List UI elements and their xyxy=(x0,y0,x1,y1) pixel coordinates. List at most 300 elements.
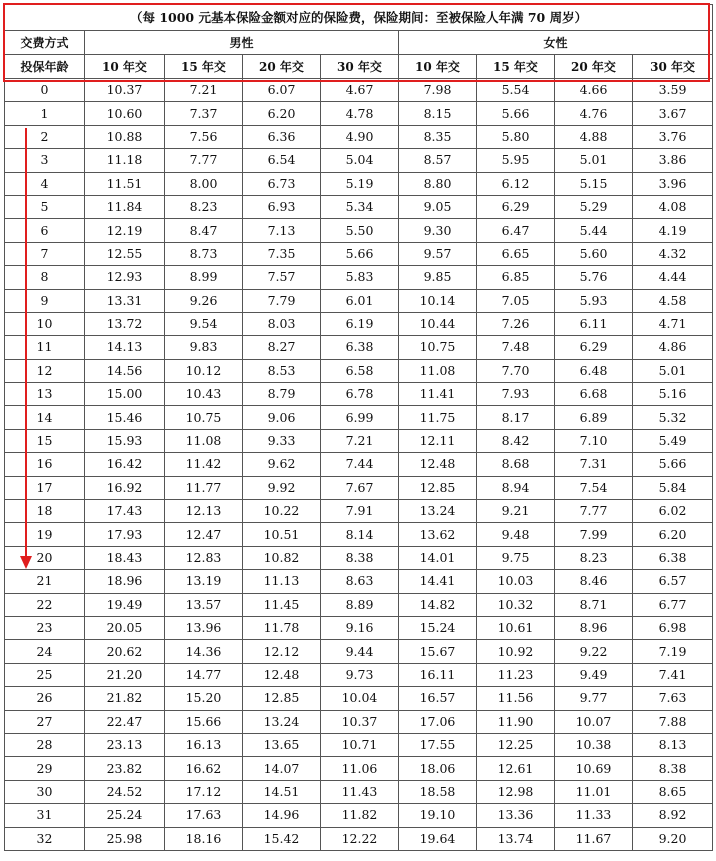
age-cell: 2 xyxy=(5,125,85,148)
premium-cell: 18.43 xyxy=(85,546,165,569)
premium-cell: 13.62 xyxy=(399,523,477,546)
age-cell: 11 xyxy=(5,336,85,359)
premium-cell: 15.93 xyxy=(85,429,165,452)
premium-cell: 9.54 xyxy=(165,312,243,335)
premium-cell: 11.84 xyxy=(85,195,165,218)
age-cell: 12 xyxy=(5,359,85,382)
premium-cell: 6.54 xyxy=(243,149,321,172)
premium-cell: 6.48 xyxy=(555,359,633,382)
premium-cell: 4.88 xyxy=(555,125,633,148)
premium-cell: 8.73 xyxy=(165,242,243,265)
premium-cell: 22.47 xyxy=(85,710,165,733)
premium-cell: 3.86 xyxy=(633,149,713,172)
premium-cell: 6.57 xyxy=(633,570,713,593)
premium-cell: 8.00 xyxy=(165,172,243,195)
premium-cell: 3.67 xyxy=(633,102,713,125)
premium-cell: 9.26 xyxy=(165,289,243,312)
table-row xyxy=(5,219,713,242)
premium-cell: 14.56 xyxy=(85,359,165,382)
premium-cell: 7.88 xyxy=(633,710,713,733)
premium-cell: 5.54 xyxy=(477,79,555,102)
female-header: 女性 xyxy=(399,31,713,55)
premium-cell: 9.73 xyxy=(321,663,399,686)
premium-cell: 5.83 xyxy=(321,266,399,289)
premium-cell: 10.03 xyxy=(477,570,555,593)
premium-cell: 9.22 xyxy=(555,640,633,663)
premium-cell: 14.13 xyxy=(85,336,165,359)
table-row xyxy=(5,757,713,780)
premium-cell: 7.77 xyxy=(555,500,633,523)
premium-cell: 8.42 xyxy=(477,429,555,452)
premium-cell: 9.05 xyxy=(399,195,477,218)
premium-cell: 12.93 xyxy=(85,266,165,289)
premium-cell: 13.72 xyxy=(85,312,165,335)
premium-cell: 15.66 xyxy=(165,710,243,733)
premium-cell: 13.24 xyxy=(399,500,477,523)
premium-cell: 8.71 xyxy=(555,593,633,616)
premium-cell: 10.43 xyxy=(165,383,243,406)
age-label: 投保年龄 xyxy=(5,55,85,79)
premium-cell: 6.36 xyxy=(243,125,321,148)
premium-cell: 4.90 xyxy=(321,125,399,148)
premium-cell: 7.37 xyxy=(165,102,243,125)
premium-cell: 17.06 xyxy=(399,710,477,733)
premium-cell: 9.30 xyxy=(399,219,477,242)
premium-cell: 9.20 xyxy=(633,827,713,850)
premium-cell: 14.51 xyxy=(243,780,321,803)
age-cell: 17 xyxy=(5,476,85,499)
premium-cell: 17.12 xyxy=(165,780,243,803)
premium-cell: 11.06 xyxy=(321,757,399,780)
table-row xyxy=(5,312,713,335)
premium-cell: 4.78 xyxy=(321,102,399,125)
term-header: 15 年交 xyxy=(477,55,555,79)
age-cell: 5 xyxy=(5,195,85,218)
premium-cell: 11.41 xyxy=(399,383,477,406)
premium-rate-table xyxy=(4,4,713,851)
term-header: 30 年交 xyxy=(321,55,399,79)
premium-cell: 9.92 xyxy=(243,476,321,499)
premium-cell: 7.70 xyxy=(477,359,555,382)
age-cell: 16 xyxy=(5,453,85,476)
age-cell: 4 xyxy=(5,172,85,195)
term-header: 15 年交 xyxy=(165,55,243,79)
premium-cell: 10.07 xyxy=(555,710,633,733)
premium-cell: 5.95 xyxy=(477,149,555,172)
premium-cell: 14.41 xyxy=(399,570,477,593)
table-row xyxy=(5,663,713,686)
age-cell: 1 xyxy=(5,102,85,125)
premium-cell: 11.51 xyxy=(85,172,165,195)
premium-cell: 7.05 xyxy=(477,289,555,312)
premium-cell: 8.79 xyxy=(243,383,321,406)
premium-cell: 14.77 xyxy=(165,663,243,686)
premium-cell: 8.03 xyxy=(243,312,321,335)
table-row xyxy=(5,476,713,499)
age-cell: 14 xyxy=(5,406,85,429)
table-row xyxy=(5,102,713,125)
premium-cell: 17.93 xyxy=(85,523,165,546)
premium-cell: 6.65 xyxy=(477,242,555,265)
age-cell: 25 xyxy=(5,663,85,686)
table-row xyxy=(5,195,713,218)
premium-cell: 6.78 xyxy=(321,383,399,406)
premium-cell: 3.76 xyxy=(633,125,713,148)
premium-cell: 3.96 xyxy=(633,172,713,195)
premium-cell: 10.22 xyxy=(243,500,321,523)
premium-cell: 8.89 xyxy=(321,593,399,616)
premium-cell: 15.42 xyxy=(243,827,321,850)
premium-cell: 12.83 xyxy=(165,546,243,569)
premium-cell: 12.85 xyxy=(243,687,321,710)
premium-cell: 16.11 xyxy=(399,663,477,686)
premium-cell: 12.22 xyxy=(321,827,399,850)
premium-cell: 12.13 xyxy=(165,500,243,523)
premium-cell: 7.98 xyxy=(399,79,477,102)
premium-cell: 7.99 xyxy=(555,523,633,546)
premium-cell: 14.01 xyxy=(399,546,477,569)
premium-cell: 24.52 xyxy=(85,780,165,803)
premium-cell: 10.04 xyxy=(321,687,399,710)
premium-cell: 6.29 xyxy=(477,195,555,218)
premium-cell: 16.57 xyxy=(399,687,477,710)
premium-cell: 9.16 xyxy=(321,616,399,639)
premium-cell: 8.15 xyxy=(399,102,477,125)
premium-cell: 7.26 xyxy=(477,312,555,335)
premium-cell: 6.89 xyxy=(555,406,633,429)
premium-cell: 6.20 xyxy=(633,523,713,546)
table-row xyxy=(5,570,713,593)
premium-cell: 8.35 xyxy=(399,125,477,148)
premium-cell: 25.98 xyxy=(85,827,165,850)
premium-cell: 15.46 xyxy=(85,406,165,429)
premium-cell: 11.13 xyxy=(243,570,321,593)
premium-cell: 8.80 xyxy=(399,172,477,195)
premium-cell: 11.08 xyxy=(399,359,477,382)
premium-cell: 8.38 xyxy=(633,757,713,780)
premium-cell: 16.13 xyxy=(165,733,243,756)
premium-cell: 8.94 xyxy=(477,476,555,499)
premium-cell: 5.01 xyxy=(555,149,633,172)
premium-cell: 5.19 xyxy=(321,172,399,195)
premium-cell: 11.45 xyxy=(243,593,321,616)
premium-cell: 6.12 xyxy=(477,172,555,195)
premium-cell: 16.92 xyxy=(85,476,165,499)
table-row xyxy=(5,546,713,569)
age-cell: 22 xyxy=(5,593,85,616)
premium-cell: 12.98 xyxy=(477,780,555,803)
premium-cell: 5.66 xyxy=(633,453,713,476)
premium-cell: 7.19 xyxy=(633,640,713,663)
premium-cell: 11.43 xyxy=(321,780,399,803)
age-cell: 24 xyxy=(5,640,85,663)
premium-cell: 10.75 xyxy=(399,336,477,359)
table-row xyxy=(5,172,713,195)
premium-cell: 9.57 xyxy=(399,242,477,265)
age-cell: 29 xyxy=(5,757,85,780)
premium-cell: 10.12 xyxy=(165,359,243,382)
table-row xyxy=(5,289,713,312)
premium-cell: 16.42 xyxy=(85,453,165,476)
premium-cell: 6.68 xyxy=(555,383,633,406)
premium-cell: 10.75 xyxy=(165,406,243,429)
age-cell: 26 xyxy=(5,687,85,710)
premium-cell: 13.96 xyxy=(165,616,243,639)
premium-cell: 5.93 xyxy=(555,289,633,312)
premium-cell: 13.36 xyxy=(477,804,555,827)
premium-cell: 15.00 xyxy=(85,383,165,406)
premium-cell: 6.01 xyxy=(321,289,399,312)
age-cell: 18 xyxy=(5,500,85,523)
male-header: 男性 xyxy=(85,31,399,55)
premium-cell: 17.43 xyxy=(85,500,165,523)
age-cell: 32 xyxy=(5,827,85,850)
age-cell: 21 xyxy=(5,570,85,593)
premium-cell: 10.60 xyxy=(85,102,165,125)
premium-cell: 9.33 xyxy=(243,429,321,452)
table-row xyxy=(5,429,713,452)
table-row xyxy=(5,359,713,382)
age-cell: 8 xyxy=(5,266,85,289)
premium-cell: 7.10 xyxy=(555,429,633,452)
premium-cell: 6.38 xyxy=(633,546,713,569)
premium-cell: 18.16 xyxy=(165,827,243,850)
premium-cell: 19.10 xyxy=(399,804,477,827)
premium-cell: 11.33 xyxy=(555,804,633,827)
premium-cell: 4.71 xyxy=(633,312,713,335)
premium-cell: 4.66 xyxy=(555,79,633,102)
premium-cell: 12.19 xyxy=(85,219,165,242)
premium-cell: 12.48 xyxy=(399,453,477,476)
age-cell: 0 xyxy=(5,79,85,102)
premium-cell: 10.32 xyxy=(477,593,555,616)
table-row xyxy=(5,687,713,710)
premium-cell: 11.23 xyxy=(477,663,555,686)
term-header: 20 年交 xyxy=(555,55,633,79)
premium-cell: 5.29 xyxy=(555,195,633,218)
premium-cell: 10.44 xyxy=(399,312,477,335)
premium-cell: 8.14 xyxy=(321,523,399,546)
premium-cell: 8.96 xyxy=(555,616,633,639)
premium-cell: 11.77 xyxy=(165,476,243,499)
premium-cell: 18.58 xyxy=(399,780,477,803)
premium-cell: 4.86 xyxy=(633,336,713,359)
age-cell: 28 xyxy=(5,733,85,756)
premium-cell: 5.15 xyxy=(555,172,633,195)
premium-cell: 12.61 xyxy=(477,757,555,780)
premium-cell: 18.96 xyxy=(85,570,165,593)
premium-cell: 12.25 xyxy=(477,733,555,756)
table-row xyxy=(5,336,713,359)
premium-cell: 10.88 xyxy=(85,125,165,148)
premium-cell: 8.63 xyxy=(321,570,399,593)
premium-cell: 5.49 xyxy=(633,429,713,452)
table-row xyxy=(5,266,713,289)
premium-cell: 7.31 xyxy=(555,453,633,476)
premium-cell: 7.56 xyxy=(165,125,243,148)
premium-cell: 9.44 xyxy=(321,640,399,663)
premium-cell: 6.77 xyxy=(633,593,713,616)
premium-cell: 6.07 xyxy=(243,79,321,102)
premium-cell: 8.13 xyxy=(633,733,713,756)
premium-cell: 6.85 xyxy=(477,266,555,289)
premium-cell: 12.12 xyxy=(243,640,321,663)
premium-cell: 10.61 xyxy=(477,616,555,639)
age-cell: 20 xyxy=(5,546,85,569)
premium-cell: 17.63 xyxy=(165,804,243,827)
premium-cell: 8.65 xyxy=(633,780,713,803)
table-row xyxy=(5,149,713,172)
premium-cell: 8.57 xyxy=(399,149,477,172)
age-cell: 3 xyxy=(5,149,85,172)
premium-cell: 7.21 xyxy=(321,429,399,452)
age-cell: 10 xyxy=(5,312,85,335)
premium-cell: 7.91 xyxy=(321,500,399,523)
premium-cell: 8.92 xyxy=(633,804,713,827)
age-cell: 6 xyxy=(5,219,85,242)
premium-cell: 13.57 xyxy=(165,593,243,616)
premium-cell: 5.01 xyxy=(633,359,713,382)
premium-cell: 18.06 xyxy=(399,757,477,780)
term-header: 30 年交 xyxy=(633,55,713,79)
premium-cell: 11.82 xyxy=(321,804,399,827)
premium-cell: 7.44 xyxy=(321,453,399,476)
premium-cell: 7.54 xyxy=(555,476,633,499)
premium-cell: 4.19 xyxy=(633,219,713,242)
premium-cell: 20.62 xyxy=(85,640,165,663)
premium-cell: 9.49 xyxy=(555,663,633,686)
table-row xyxy=(5,780,713,803)
premium-cell: 10.69 xyxy=(555,757,633,780)
table-row xyxy=(5,640,713,663)
premium-cell: 7.41 xyxy=(633,663,713,686)
table-row xyxy=(5,500,713,523)
table-row xyxy=(5,804,713,827)
premium-cell: 6.98 xyxy=(633,616,713,639)
premium-cell: 15.24 xyxy=(399,616,477,639)
premium-cell: 8.53 xyxy=(243,359,321,382)
premium-cell: 10.37 xyxy=(321,710,399,733)
premium-cell: 11.42 xyxy=(165,453,243,476)
premium-cell: 8.46 xyxy=(555,570,633,593)
premium-cell: 9.62 xyxy=(243,453,321,476)
premium-cell: 10.37 xyxy=(85,79,165,102)
age-arrow-line xyxy=(25,128,27,558)
premium-cell: 4.44 xyxy=(633,266,713,289)
age-cell: 9 xyxy=(5,289,85,312)
premium-cell: 8.23 xyxy=(165,195,243,218)
premium-cell: 17.55 xyxy=(399,733,477,756)
premium-cell: 14.96 xyxy=(243,804,321,827)
premium-cell: 7.35 xyxy=(243,242,321,265)
premium-cell: 6.93 xyxy=(243,195,321,218)
premium-cell: 15.20 xyxy=(165,687,243,710)
premium-cell: 7.77 xyxy=(165,149,243,172)
premium-cell: 7.93 xyxy=(477,383,555,406)
premium-cell: 10.14 xyxy=(399,289,477,312)
premium-cell: 8.38 xyxy=(321,546,399,569)
premium-cell: 4.67 xyxy=(321,79,399,102)
premium-cell: 7.79 xyxy=(243,289,321,312)
premium-cell: 12.85 xyxy=(399,476,477,499)
payment-method-label: 交费方式 xyxy=(5,31,85,55)
age-cell: 27 xyxy=(5,710,85,733)
premium-cell: 12.11 xyxy=(399,429,477,452)
age-arrow-head-icon xyxy=(20,556,32,569)
table-row xyxy=(5,406,713,429)
premium-cell: 13.19 xyxy=(165,570,243,593)
premium-cell: 23.13 xyxy=(85,733,165,756)
premium-cell: 4.32 xyxy=(633,242,713,265)
premium-cell: 6.19 xyxy=(321,312,399,335)
premium-cell: 12.47 xyxy=(165,523,243,546)
premium-cell: 10.38 xyxy=(555,733,633,756)
age-cell: 13 xyxy=(5,383,85,406)
premium-cell: 8.27 xyxy=(243,336,321,359)
premium-cell: 6.20 xyxy=(243,102,321,125)
premium-cell: 5.32 xyxy=(633,406,713,429)
age-cell: 19 xyxy=(5,523,85,546)
table-row xyxy=(5,733,713,756)
premium-cell: 9.83 xyxy=(165,336,243,359)
premium-cell: 9.85 xyxy=(399,266,477,289)
premium-cell: 5.76 xyxy=(555,266,633,289)
premium-cell: 13.65 xyxy=(243,733,321,756)
premium-cell: 9.06 xyxy=(243,406,321,429)
premium-cell: 8.68 xyxy=(477,453,555,476)
premium-cell: 11.56 xyxy=(477,687,555,710)
premium-cell: 12.55 xyxy=(85,242,165,265)
premium-cell: 7.63 xyxy=(633,687,713,710)
premium-cell: 13.24 xyxy=(243,710,321,733)
table-row xyxy=(5,616,713,639)
premium-cell: 5.84 xyxy=(633,476,713,499)
premium-cell: 14.36 xyxy=(165,640,243,663)
premium-cell: 21.82 xyxy=(85,687,165,710)
premium-cell: 11.01 xyxy=(555,780,633,803)
premium-cell: 9.77 xyxy=(555,687,633,710)
premium-cell: 10.82 xyxy=(243,546,321,569)
premium-cell: 20.05 xyxy=(85,616,165,639)
premium-cell: 6.47 xyxy=(477,219,555,242)
premium-cell: 5.60 xyxy=(555,242,633,265)
premium-cell: 7.48 xyxy=(477,336,555,359)
premium-cell: 11.78 xyxy=(243,616,321,639)
premium-cell: 5.80 xyxy=(477,125,555,148)
table-row xyxy=(5,125,713,148)
premium-cell: 12.48 xyxy=(243,663,321,686)
premium-cell: 9.75 xyxy=(477,546,555,569)
table-row xyxy=(5,79,713,102)
premium-cell: 6.02 xyxy=(633,500,713,523)
premium-cell: 4.76 xyxy=(555,102,633,125)
term-header: 10 年交 xyxy=(85,55,165,79)
premium-cell: 5.66 xyxy=(321,242,399,265)
premium-cell: 11.90 xyxy=(477,710,555,733)
premium-cell: 11.67 xyxy=(555,827,633,850)
premium-cell: 6.73 xyxy=(243,172,321,195)
age-cell: 23 xyxy=(5,616,85,639)
table-row xyxy=(5,710,713,733)
premium-cell: 8.99 xyxy=(165,266,243,289)
premium-cell: 6.29 xyxy=(555,336,633,359)
premium-cell: 4.58 xyxy=(633,289,713,312)
table-row xyxy=(5,383,713,406)
premium-cell: 7.57 xyxy=(243,266,321,289)
term-header: 10 年交 xyxy=(399,55,477,79)
premium-cell: 5.16 xyxy=(633,383,713,406)
premium-cell: 10.51 xyxy=(243,523,321,546)
